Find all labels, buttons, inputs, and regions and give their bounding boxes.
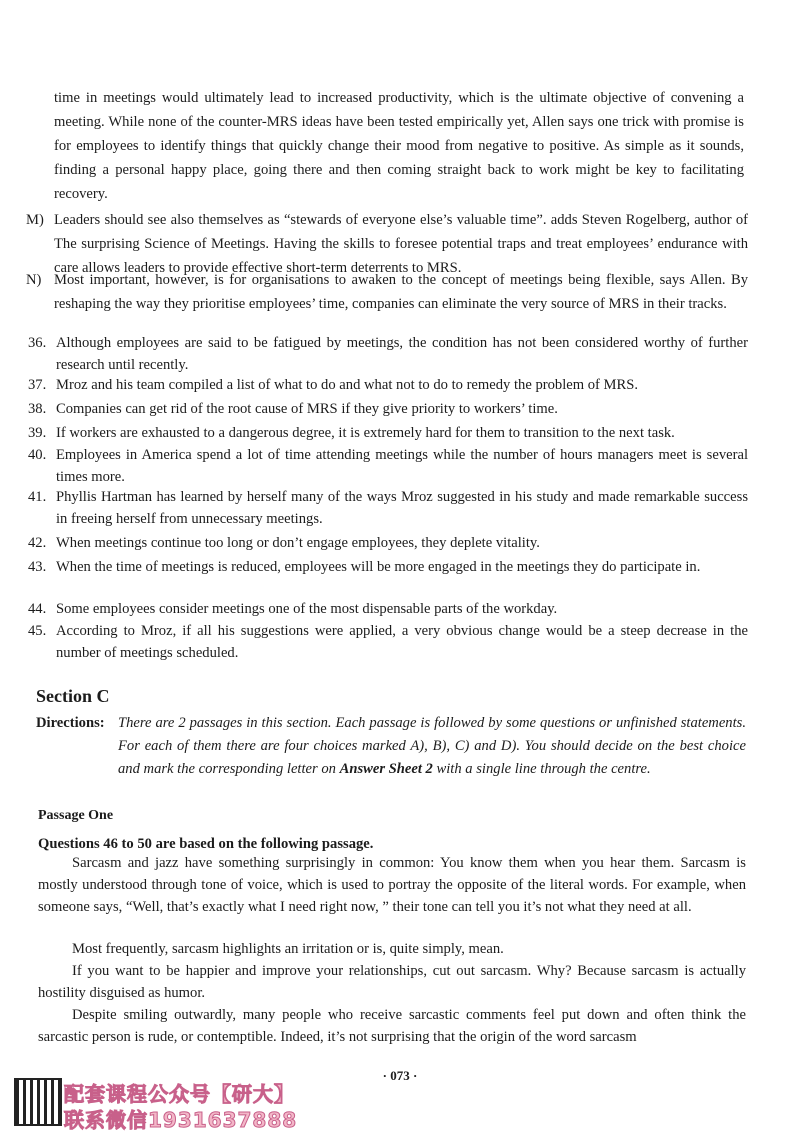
- question-number: 45.: [28, 623, 47, 639]
- passage-paragraph: If you want to be happier and improve your relationships, cut out sarcasm. Why? Because sarcasm is actually hostility disguised as humor.: [38, 963, 746, 1001]
- question-36: [28, 332, 748, 376]
- question-41: [28, 486, 748, 530]
- question-text: According to Mroz, if all his suggestions were applied, a very obvious change would be a steep decrease in the number of meetings scheduled.: [56, 623, 748, 661]
- question-text: When meetings continue too long or don’t engage employees, they deplete vitality.: [56, 535, 540, 551]
- question-42: [28, 532, 748, 554]
- question-40: [28, 444, 748, 488]
- question-number: 38.: [28, 401, 47, 417]
- question-number: 37.: [28, 377, 47, 393]
- section-heading: Section C: [36, 686, 110, 706]
- paragraph-n: [26, 268, 748, 316]
- answer-sheet-label: Answer Sheet 2: [339, 761, 433, 777]
- paragraph-text: Leaders should see also themselves as “stewards of everyone else’s valuable time”. adds Steven Rogelberg, author of The surprising Science of Meetings. Having the skills to foresee potential traps and treat employees’ endurance with care allows leaders to provide effective short-term deterrents to MRS.: [54, 212, 748, 276]
- question-number: 41.: [28, 489, 47, 505]
- question-number: 42.: [28, 535, 47, 551]
- question-text: When the time of meetings is reduced, employees will be more engaged in the meetings they do participate in.: [56, 559, 701, 575]
- question-43: [28, 556, 748, 578]
- watermark-line-2: 联系微信1931637888: [64, 1108, 298, 1132]
- directions-text-part: with a single line through the centre.: [432, 761, 651, 777]
- passage-paragraph: Most frequently, sarcasm highlights an irritation or is, quite simply, mean.: [72, 941, 504, 957]
- question-number: 43.: [28, 559, 47, 575]
- question-39: [28, 422, 748, 444]
- question-number: 44.: [28, 601, 47, 617]
- question-44: [28, 598, 748, 620]
- paragraph-label: M): [26, 212, 44, 228]
- continuation-paragraph: time in meetings would ultimately lead to increased productivity, which is the ultimate objective of convening a meeting. While none of the counter-MRS ideas have been tested empirically yet, Allen says one trick with promise is for employees to identify things that quickly change their mood from negative to positive. As simple as it sounds, finding a personal happy place, going there and then coming straight back to work might be key to facilitating recovery.: [54, 90, 744, 202]
- question-text: Companies can get rid of the root cause of MRS if they give priority to workers’ time.: [56, 401, 558, 417]
- directions-text-part: There are 2 passages in this section. Each passage is followed by some questions or unfinished statements. For each of them there are four choices marked A), B), C) and D). You should decide on the best choice and mark the corresponding letter on: [118, 715, 746, 777]
- question-number: 36.: [28, 335, 47, 351]
- directions-label: Directions:: [36, 715, 105, 731]
- question-text: Phyllis Hartman has learned by herself many of the ways Mroz suggested in his study and made remarkable success in freeing herself from unnecessary meetings.: [56, 489, 748, 527]
- question-number: 39.: [28, 425, 47, 441]
- paragraph-text: Most important, however, is for organisations to awaken to the concept of meetings being flexible, says Allen. By reshaping the way they prioritise employees’ time, companies can eliminate the very source of MRS in their tracks.: [54, 272, 748, 312]
- passage-paragraph: Sarcasm and jazz have something surprisingly in common: You know them when you hear them. Sarcasm is mostly understood through tone of voice, which is used to portray the opposite of the literal words. For example, when someone says, “Well, that’s exactly what I need right now, ” their tone can tell you it’s not what they need at all.: [38, 855, 746, 915]
- question-text: If workers are exhausted to a dangerous degree, it is extremely hard for them to transition to the next task.: [56, 425, 675, 441]
- passage-intro: Questions 46 to 50 are based on the following passage.: [38, 836, 374, 852]
- passage-title: Passage One: [38, 808, 114, 823]
- question-number: 40.: [28, 447, 47, 463]
- watermark-line-1: 配套课程公众号【研大】: [64, 1082, 295, 1106]
- qr-code-icon: [14, 1078, 62, 1126]
- paragraph-label: N): [26, 272, 42, 288]
- question-text: Although employees are said to be fatigued by meetings, the condition has not been considered worthy of further research until recently.: [56, 335, 748, 373]
- passage-paragraph: Despite smiling outwardly, many people who receive sarcastic comments feel put down and often think the sarcastic person is rude, or contemptible. Indeed, it’s not surprising that the origin of the word sarcasm: [38, 1007, 746, 1045]
- question-38: [28, 398, 748, 420]
- question-37: [28, 374, 748, 396]
- directions-text: [118, 712, 746, 781]
- question-text: Some employees consider meetings one of the most dispensable parts of the workday.: [56, 601, 558, 617]
- question-text: Employees in America spend a lot of time attending meetings while the number of hours managers meet is several times more.: [56, 447, 748, 485]
- question-45: [28, 620, 748, 664]
- page-number: · 073 ·: [382, 1068, 418, 1083]
- question-text: Mroz and his team compiled a list of what to do and what not to do to remedy the problem of MRS.: [56, 377, 639, 393]
